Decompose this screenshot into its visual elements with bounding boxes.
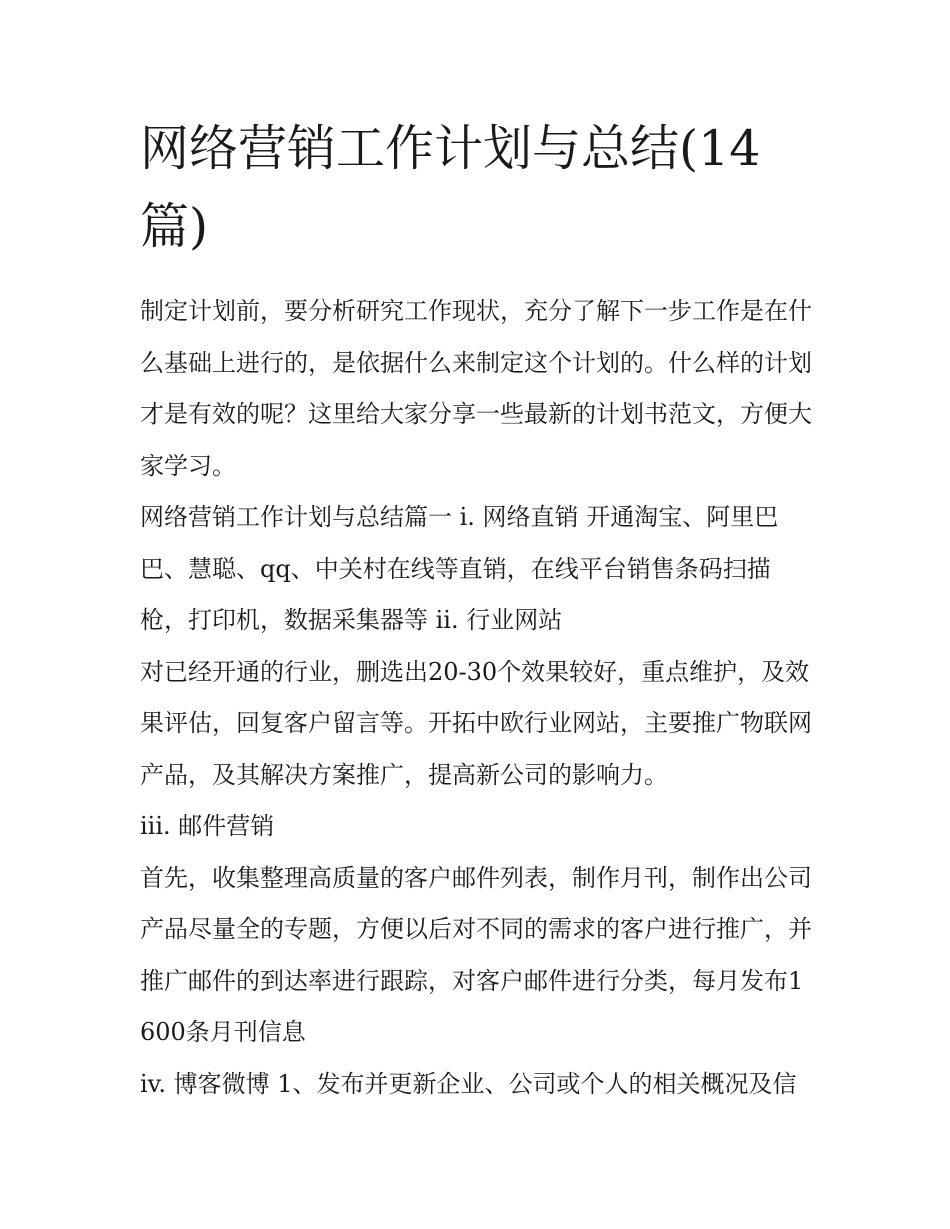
industry-site-paragraph: 对已经开通的行业，删选出20-30个效果较好，重点维护，及效果评估，回复客户留言等。开拓中欧行业网站，主要推广物联网产品，及其解决方案推广，提高新公司的影响力。	[140, 657, 812, 789]
document-title: 网络营销工作计划与总结(14篇)	[140, 120, 761, 255]
intro-paragraph: 制定计划前，要分析研究工作现状，充分了解下一步工作是在什么基础上进行的，是依据什么来制定这个计划的。什么样的计划才是有效的呢？这里给大家分享一些最新的计划书范文，方便大家学习。	[140, 297, 812, 480]
section-1-paragraph: 网络营销工作计划与总结篇一 i. 网络直销 开通淘宝、阿里巴巴、慧聪、qq、中关村在线等直销，在线平台销售条码扫描枪，打印机，数据采集器等 ii. 行业网站	[140, 503, 779, 634]
blog-weibo-paragraph: iv. 博客微博 1、发布并更新企业、公司或个人的相关概况及信	[140, 1069, 797, 1098]
email-marketing-heading: iii. 邮件营销	[140, 812, 275, 840]
email-marketing-paragraph: 首先，收集整理高质量的客户邮件列表，制作月刊，制作出公司产品尽量全的专题，方便以后对不同的需求的客户进行推广，并推广邮件的到达率进行跟踪，对客户邮件进行分类，每月发布1600条月刊信息	[140, 863, 812, 1046]
document-page	[140, 110, 815, 1110]
